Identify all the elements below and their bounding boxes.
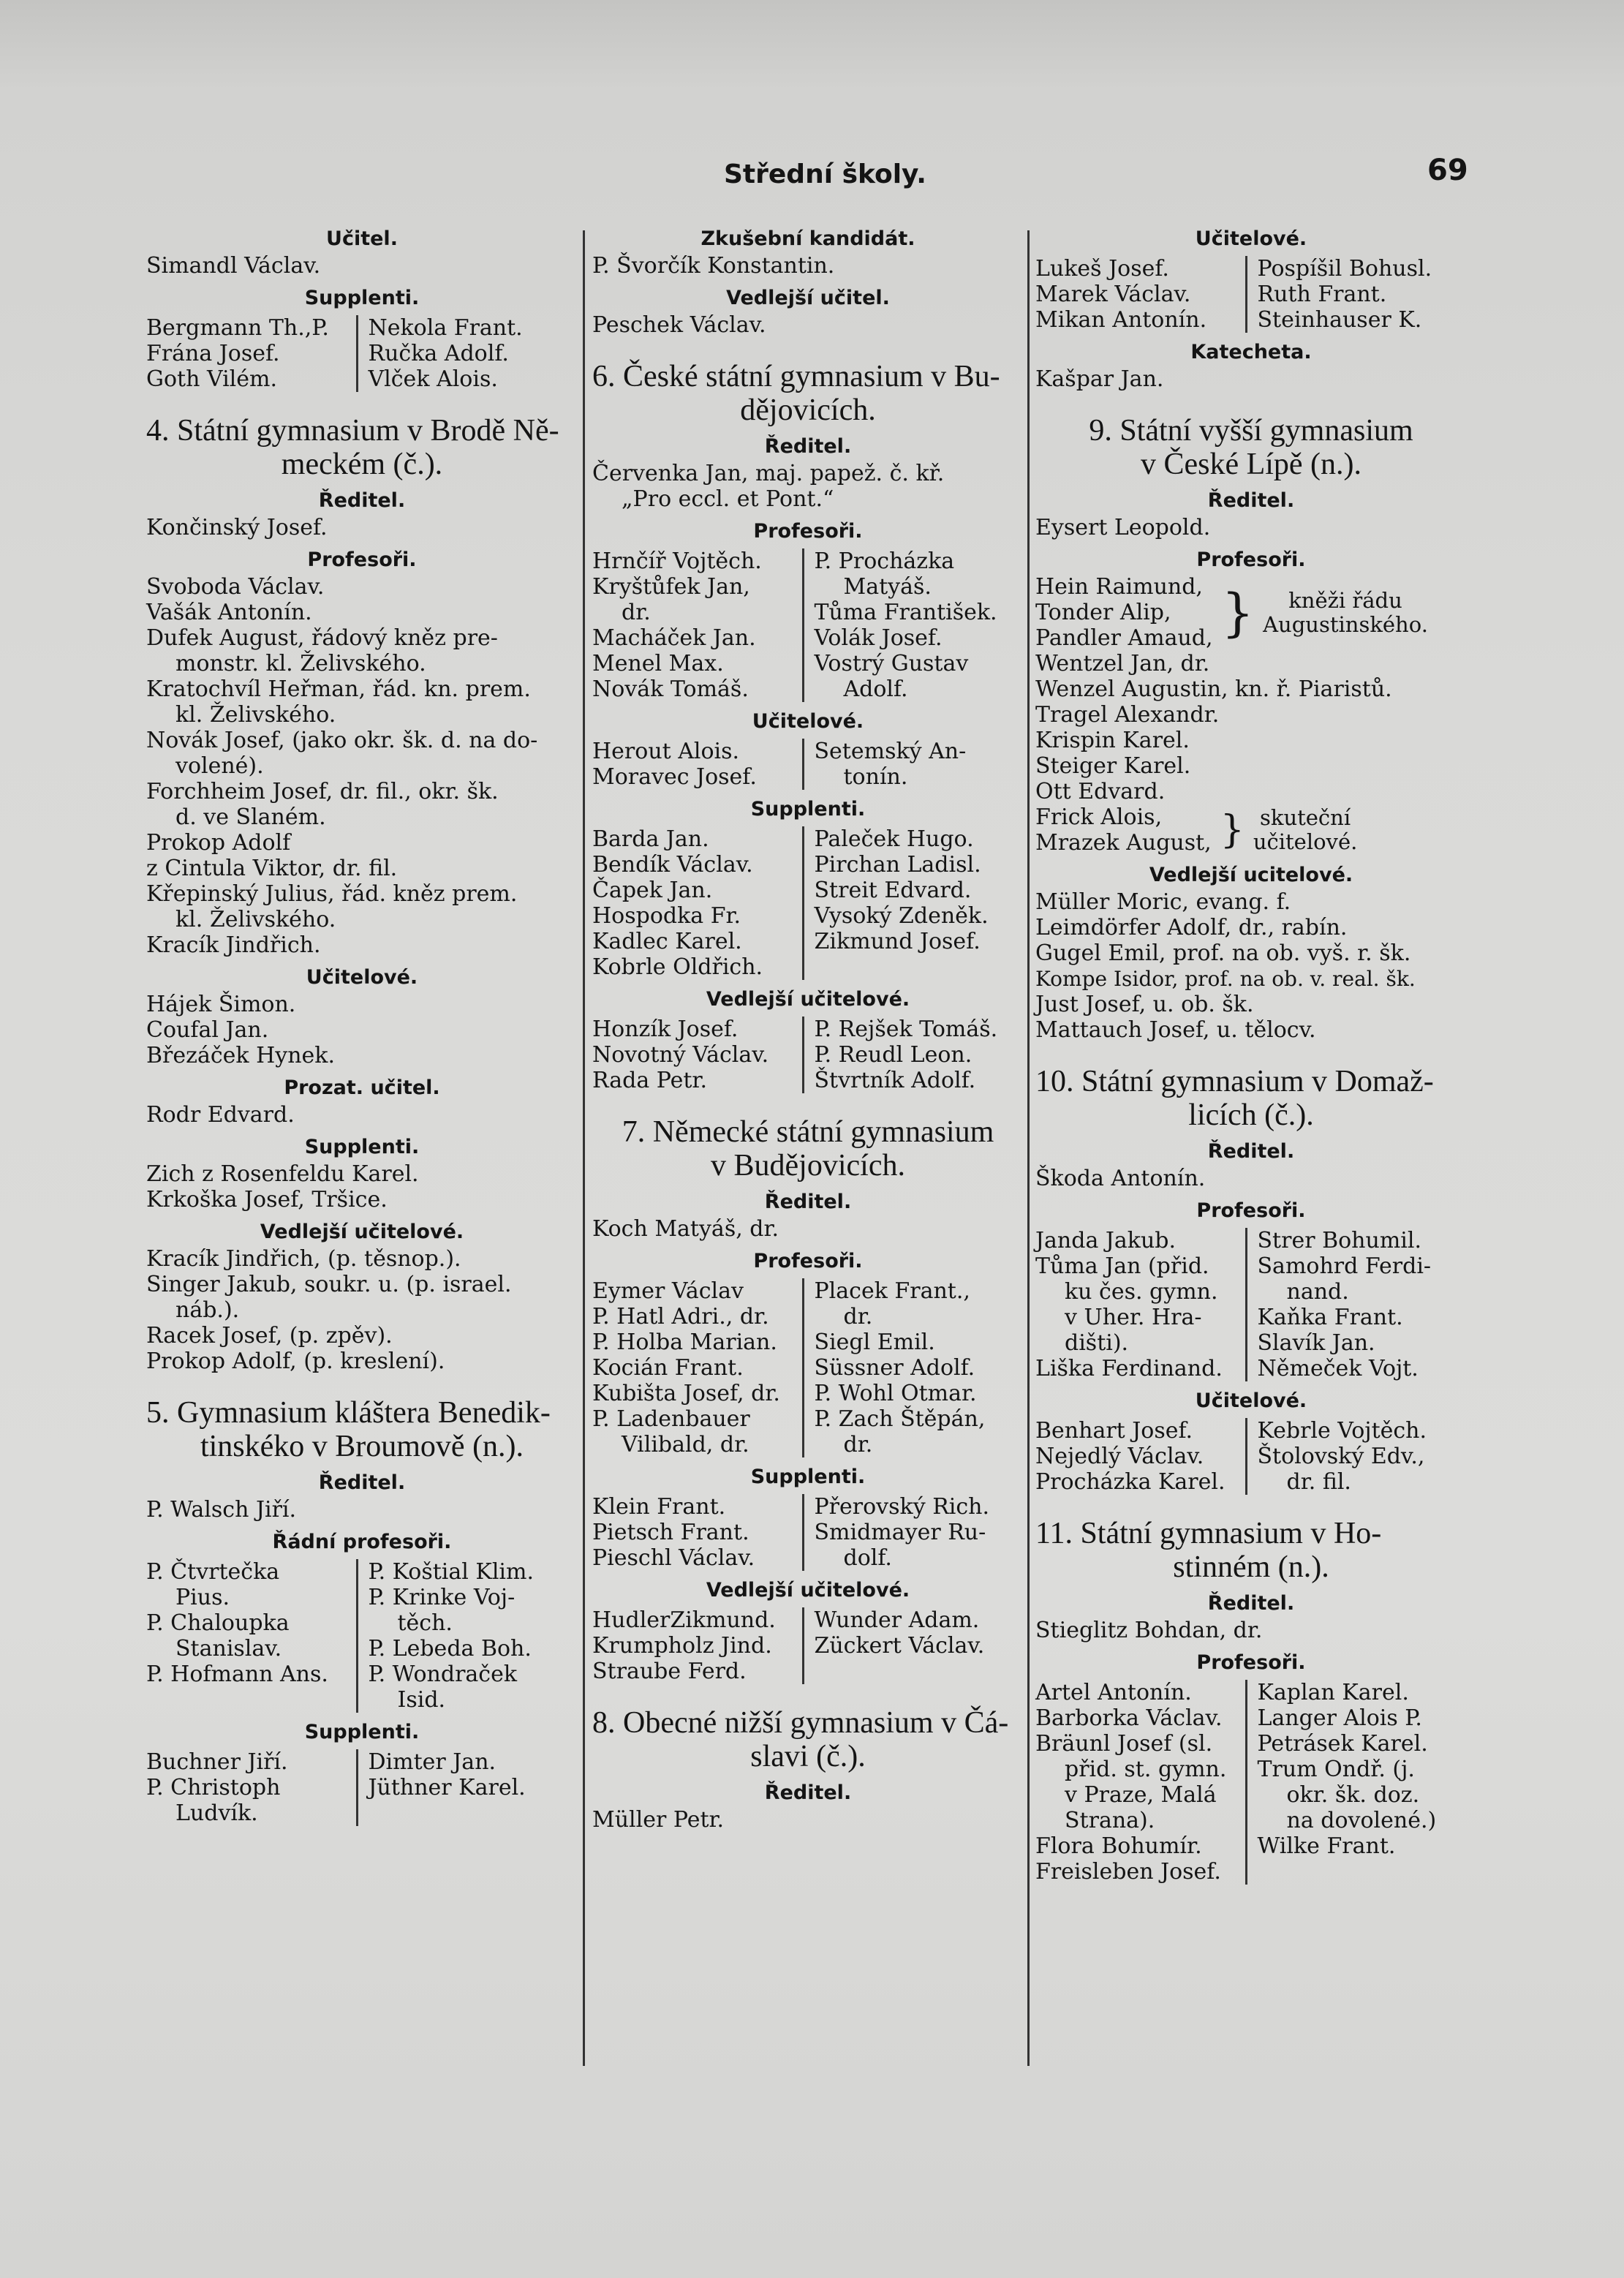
entry: Zückert Václav. — [814, 1633, 985, 1659]
entry: Přerovský Rich. — [814, 1494, 990, 1520]
heading-ucitele: Učitelové. — [1195, 227, 1307, 250]
entry: Trum Ondř. (j. — [1257, 1757, 1415, 1782]
entry: P. Švorčík Konstantin. — [592, 253, 835, 279]
entry: Kocián Frant. — [592, 1355, 744, 1381]
section-title-line: tinskéko v Broumově (n.). — [200, 1430, 524, 1463]
heading-reditel: Ředitel. — [764, 1781, 852, 1804]
entry-cont: kl. Želivského. — [175, 702, 336, 728]
entry: Eymer Václav — [592, 1278, 744, 1304]
entry: Streit Edvard. — [814, 878, 972, 903]
entry: Tonder Alip, — [1035, 600, 1171, 625]
entry: Vysoký Zdeněk. — [814, 903, 989, 929]
section-title-11 — [1035, 1517, 1467, 1584]
section-title-4 — [146, 414, 578, 481]
two-col-list — [146, 1559, 578, 1713]
entry: Kebrle Vojtěch. — [1257, 1418, 1427, 1444]
entry: Artel Antonín. — [1035, 1680, 1192, 1705]
entry: Kadlec Karel. — [592, 929, 742, 954]
entry: Setemský An- — [814, 739, 967, 764]
heading-reditel: Ředitel. — [1207, 1592, 1295, 1615]
heading-radni-profesori: Řádní profesoři. — [272, 1531, 452, 1553]
column-3 — [1035, 219, 1467, 1887]
entry: Wilke Frant. — [1257, 1833, 1396, 1859]
entry: Placek Frant., — [814, 1278, 970, 1304]
entry-cont: Isid. — [397, 1687, 446, 1713]
entry-cont: těch. — [397, 1610, 453, 1636]
entry: z Cintula Viktor, dr. fil. — [146, 856, 398, 881]
two-col-list — [1035, 256, 1467, 333]
two-col-list — [1035, 1228, 1467, 1381]
entry: Prokop Adolf — [146, 830, 291, 856]
entry: Bergmann Th.,P. — [146, 315, 329, 341]
entry: Goth Vilém. — [146, 366, 278, 392]
entry: Barda Jan. — [592, 826, 709, 852]
heading-profesori: Profesoři. — [753, 1250, 863, 1272]
brace-icon: } — [1221, 582, 1255, 643]
entry-cont: dolf. — [843, 1545, 892, 1571]
entry: Liška Ferdinand. — [1035, 1356, 1223, 1381]
section-title-line: 8. Obecné nižší gymnasium v Čá- — [592, 1706, 1009, 1740]
brace-group — [1035, 574, 1467, 651]
entry: Volák Josef. — [814, 625, 943, 651]
entry: Honzík Josef. — [592, 1017, 739, 1042]
entry-cont: nand. — [1286, 1279, 1349, 1305]
entry: Ručka Adolf. — [368, 341, 509, 366]
entry: Wentzel Jan, dr. — [1035, 651, 1210, 676]
entry: P. Čtvrtečka — [146, 1559, 280, 1585]
entry: Forchheim Josef, dr. fil., okr. šk. — [146, 779, 499, 804]
entry: Štvrtník Adolf. — [814, 1068, 976, 1093]
entry-cont: Pius. — [175, 1585, 230, 1610]
entry-cont: Stanislav. — [175, 1636, 282, 1662]
column-rule-2 — [1027, 230, 1030, 2066]
entry-cont: kl. Želivského. — [175, 907, 336, 932]
heading-reditel: Ředitel. — [1207, 1140, 1295, 1163]
heading-prozat: Prozat. učitel. — [284, 1076, 440, 1099]
entry: Kobrle Oldřich. — [592, 954, 763, 980]
entry: Kašpar Jan. — [1035, 366, 1164, 392]
entry-cont: d. ve Slaném. — [175, 804, 326, 830]
entry: Frick Alois, — [1035, 804, 1163, 830]
entry: Červenka Jan, maj. papež. č. kř. — [592, 461, 945, 486]
entry: Rodr Edvard. — [146, 1102, 295, 1128]
brace-note: Augustinského. — [1263, 611, 1428, 637]
two-col-list — [592, 1494, 1024, 1571]
entry: Mattauch Josef, u. tělocv. — [1035, 1017, 1316, 1043]
entry: Macháček Jan. — [592, 625, 756, 651]
entry: Krumpholz Jind. — [592, 1633, 772, 1659]
entry: Slavík Jan. — [1257, 1330, 1375, 1356]
entry: Kaňka Frant. — [1257, 1305, 1403, 1330]
entry: Hájek Šimon. — [146, 992, 296, 1017]
heading-supplenti: Supplenti. — [304, 1721, 420, 1743]
two-col-list — [592, 548, 1024, 702]
entry: P. Reudl Leon. — [814, 1042, 972, 1068]
heading-reditel: Ředitel. — [764, 435, 852, 458]
brace-group — [1035, 804, 1467, 856]
entry: Mikan Antonín. — [1035, 307, 1207, 333]
heading-ucitele: Učitelové. — [752, 710, 864, 733]
entry-cont: Strana). — [1065, 1808, 1155, 1833]
entry: Wenzel Augustin, kn. ř. Piaristů. — [1035, 676, 1392, 702]
entry: P. Christoph — [146, 1775, 281, 1800]
entry: Pieschl Václav. — [592, 1545, 755, 1571]
entry: P. Rejšek Tomáš. — [814, 1017, 998, 1042]
entry: P. Ladenbauer — [592, 1406, 750, 1432]
entry: Steinhauser K. — [1257, 307, 1422, 333]
entry: Krispin Karel. — [1035, 728, 1190, 753]
entry: Pandler Amaud, — [1035, 625, 1213, 651]
section-title-line: 9. Státní vyšší gymnasium — [1089, 414, 1413, 448]
entry: P. Lebeda Boh. — [368, 1636, 532, 1662]
entry-cont: Matyáš. — [843, 574, 932, 600]
entry: P. Hatl Adri., dr. — [592, 1304, 769, 1330]
section-title-5 — [146, 1396, 578, 1463]
entry: Barborka Václav. — [1035, 1705, 1223, 1731]
entry-cont: Ludvík. — [175, 1800, 258, 1826]
entry: Rada Petr. — [592, 1068, 708, 1093]
entry: HudlerZikmund. — [592, 1607, 776, 1633]
entry-cont: tonín. — [843, 764, 908, 790]
entry-cont: Adolf. — [843, 676, 908, 702]
entry: Süssner Adolf. — [814, 1355, 975, 1381]
section-title-8 — [592, 1706, 1024, 1773]
heading-ucitele: Učitelové. — [1195, 1389, 1307, 1412]
section-title-line: v Budějovicích. — [711, 1149, 905, 1183]
entry: Janda Jakub. — [1035, 1228, 1177, 1253]
two-col-list — [592, 1607, 1024, 1684]
section-title-line: meckém (č.). — [281, 448, 443, 481]
entry: Klein Frant. — [592, 1494, 726, 1520]
heading-supplenti: Supplenti. — [750, 798, 866, 821]
entry: Zikmund Josef. — [814, 929, 981, 954]
entry: Singer Jakub, soukr. u. (p. israel. — [146, 1272, 512, 1297]
two-col-list — [592, 1278, 1024, 1457]
heading-profesori: Profesoři. — [1196, 1199, 1306, 1222]
column-rule-1 — [583, 230, 585, 2066]
section-title-9 — [1035, 414, 1467, 481]
entry: Němeček Vojt. — [1257, 1356, 1419, 1381]
entry: Kaplan Karel. — [1257, 1680, 1409, 1705]
entry: Coufal Jan. — [146, 1017, 269, 1043]
entry: Hein Raimund, — [1035, 574, 1203, 600]
entry: Nejedlý Václav. — [1035, 1444, 1204, 1469]
heading-profesori: Profesoři. — [307, 548, 417, 571]
entry: Steiger Karel. — [1035, 753, 1191, 779]
entry: Tůma Jan (přid. — [1035, 1253, 1209, 1279]
heading-reditel: Ředitel. — [1207, 489, 1295, 512]
two-col-list — [592, 1017, 1024, 1093]
section-title-line: 4. Státní gymnasium v Brodě Ně- — [146, 414, 559, 448]
entry: Zich z Rosenfeldu Karel. — [146, 1161, 419, 1187]
entry: Kompe Isidor, prof. na ob. v. real. šk. — [1035, 967, 1416, 991]
entry: Dufek August, řádový kněz pre- — [146, 625, 498, 651]
entry: Svoboda Václav. — [146, 574, 325, 600]
entry: Novotný Václav. — [592, 1042, 769, 1068]
heading-zkusebni: Zkušební kandidát. — [700, 227, 915, 250]
heading-supplenti: Supplenti. — [304, 1136, 420, 1158]
entry-cont: dišti). — [1065, 1330, 1129, 1356]
entry: Marek Václav. — [1035, 282, 1191, 307]
entry: Straube Ferd. — [592, 1659, 747, 1684]
entry-cont: okr. šk. doz. — [1286, 1782, 1420, 1808]
entry: Křepinský Julius, řád. kněz prem. — [146, 881, 518, 907]
two-col-list — [146, 1749, 578, 1826]
entry: Pospíšil Bohusl. — [1257, 256, 1432, 282]
entry: Ott Edvard. — [1035, 779, 1166, 804]
entry: Novák Tomáš. — [592, 676, 749, 702]
entry-cont: dr. — [843, 1432, 873, 1457]
brace-note: učitelové. — [1253, 829, 1358, 854]
entry: Freisleben Josef. — [1035, 1859, 1221, 1885]
section-title-line: licích (č.). — [1188, 1098, 1314, 1132]
entry: P. Wondraček — [368, 1662, 518, 1687]
entry: Pietsch Frant. — [592, 1520, 749, 1545]
heading-vedlejsi: Vedlejší ucitelové. — [1149, 864, 1353, 886]
entry: P. Krinke Voj- — [368, 1585, 515, 1610]
entry-cont: monstr. kl. Želivského. — [175, 651, 426, 676]
entry-cont: v Uher. Hra- — [1065, 1305, 1202, 1330]
entry: P. Zach Štěpán, — [814, 1406, 986, 1432]
entry: Buchner Jiří. — [146, 1749, 288, 1775]
heading-profesori: Profesoři. — [1196, 1651, 1306, 1674]
two-col-list — [1035, 1680, 1467, 1885]
entry: Tůma František. — [814, 600, 997, 625]
entry: Lukeš Josef. — [1035, 256, 1169, 282]
column-2 — [592, 219, 1024, 1833]
heading-ucitele: Učitelové. — [306, 966, 418, 989]
entry: Bendík Václav. — [592, 852, 753, 878]
entry: Nekola Frant. — [368, 315, 523, 341]
entry: Hospodka Fr. — [592, 903, 741, 929]
entry: Bräunl Josef (sl. — [1035, 1731, 1213, 1757]
entry-cont: na dovolené.) — [1286, 1808, 1437, 1833]
entry-cont: dr. fil. — [1286, 1469, 1351, 1495]
entry: P. Chaloupka — [146, 1610, 290, 1636]
entry: Vašák Antonín. — [146, 600, 312, 625]
heading-reditel: Ředitel. — [318, 1471, 406, 1494]
entry: Moravec Josef. — [592, 764, 757, 790]
entry: P. Hofmann Ans. — [146, 1662, 328, 1687]
entry: P. Wohl Otmar. — [814, 1381, 977, 1406]
entry: Čapek Jan. — [592, 878, 713, 903]
heading-vedlejsi: Vedlejší učitel. — [726, 287, 890, 309]
entry-cont: přid. st. gymn. — [1065, 1757, 1227, 1782]
entry: Simandl Václav. — [146, 253, 321, 279]
heading-profesori: Profesoři. — [1196, 548, 1306, 571]
section-title-line: 7. Německé státní gymnasium — [622, 1115, 994, 1149]
entry: Dimter Jan. — [368, 1749, 496, 1775]
entry-cont: dr. — [622, 600, 651, 625]
entry: Hrnčíř Vojtěch. — [592, 548, 762, 574]
entry: Petrásek Karel. — [1257, 1731, 1428, 1757]
entry: Ruth Frant. — [1257, 282, 1387, 307]
heading-profesori: Profesoři. — [753, 520, 863, 543]
entry: Kracík Jindřich. — [146, 932, 321, 958]
two-col-list — [1035, 1418, 1467, 1495]
entry-cont: v Praze, Malá — [1065, 1782, 1217, 1808]
entry: P. Koštial Klim. — [368, 1559, 534, 1585]
section-title-7 — [592, 1115, 1024, 1183]
heading-vedlejsi: Vedlejší učitelové. — [260, 1221, 464, 1243]
entry: Novák Josef, (jako okr. šk. d. na do- — [146, 728, 538, 753]
entry: Langer Alois P. — [1257, 1705, 1422, 1731]
entry: Menel Max. — [592, 651, 724, 676]
heading-vedlejsi: Vedlejší učitelové. — [706, 988, 910, 1011]
heading-reditel: Ředitel. — [764, 1191, 852, 1213]
entry: Just Josef, u. ob. šk. — [1035, 992, 1254, 1017]
heading-supplenti: Supplenti. — [750, 1466, 866, 1488]
entry: Procházka Karel. — [1035, 1469, 1225, 1495]
entry: Wunder Adam. — [814, 1607, 980, 1633]
section-title-line: stinném (n.). — [1173, 1550, 1329, 1584]
section-title-line: v České Lípě (n.). — [1140, 448, 1362, 481]
section-title-line: 6. České státní gymnasium v Bu- — [592, 360, 1000, 393]
entry: Benhart Josef. — [1035, 1418, 1193, 1444]
entry-cont: dr. — [843, 1304, 873, 1330]
entry: Eysert Leopold. — [1035, 515, 1211, 540]
heading-vedlejsi: Vedlejší učitelové. — [706, 1579, 910, 1602]
entry: Koch Matyáš, dr. — [592, 1216, 779, 1242]
brace-icon: } — [1220, 808, 1245, 852]
entry: Štolovský Edv., — [1257, 1444, 1425, 1469]
entry: Krkoška Josef, Tršice. — [146, 1187, 388, 1212]
heading-supplenti: Supplenti. — [304, 287, 420, 309]
entry: P. Walsch Jiří. — [146, 1497, 297, 1523]
entry: Samohrd Ferdi- — [1257, 1253, 1432, 1279]
entry: Mrazek August, — [1035, 830, 1212, 856]
entry: Flora Bohumír. — [1035, 1833, 1202, 1859]
entry: Gugel Emil, prof. na ob. vyš. r. šk. — [1035, 940, 1411, 966]
section-title-6 — [592, 360, 1024, 427]
entry: Pirchan Ladisl. — [814, 852, 981, 878]
entry-cont: náb.). — [175, 1297, 240, 1323]
entry: Kracík Jindřich, (p. těsnop.). — [146, 1246, 461, 1272]
entry-cont: „Pro eccl. et Pont.“ — [622, 486, 834, 512]
two-col-list — [146, 315, 578, 392]
entry: Jüthner Karel. — [368, 1775, 526, 1800]
entry: Kubišta Josef, dr. — [592, 1381, 780, 1406]
entry: Škoda Antonín. — [1035, 1166, 1206, 1191]
heading-katecheta: Katecheta. — [1190, 341, 1312, 363]
entry: Racek Josef, (p. zpěv). — [146, 1323, 393, 1349]
section-title-line: slavi (č.). — [750, 1740, 866, 1773]
entry: Stieglitz Bohdan, dr. — [1035, 1618, 1263, 1643]
two-col-list — [592, 826, 1024, 980]
running-header: Střední školy. — [724, 159, 926, 189]
section-title-10 — [1035, 1065, 1467, 1132]
brace-note: kněži řádu — [1288, 587, 1402, 613]
entry: Peschek Václav. — [592, 312, 766, 338]
entry: Herout Alois. — [592, 739, 740, 764]
entry-cont: ku čes. gymn. — [1065, 1279, 1218, 1305]
entry: Vlček Alois. — [368, 366, 498, 392]
heading-reditel: Ředitel. — [318, 489, 406, 512]
entry: P. Holba Marian. — [592, 1330, 777, 1355]
entry: Leimdörfer Adolf, dr., rabín. — [1035, 915, 1348, 940]
entry: Kryštůfek Jan, — [592, 574, 750, 600]
entry: Tragel Alexandr. — [1035, 702, 1220, 728]
entry: Smidmayer Ru- — [814, 1520, 986, 1545]
page-number: 69 — [1427, 154, 1468, 187]
entry: Vostrý Gustav — [814, 651, 969, 676]
entry: Müller Petr. — [592, 1807, 725, 1833]
two-col-list — [592, 739, 1024, 790]
section-title-line: dějovicích. — [740, 393, 876, 427]
entry: Kratochvíl Heřman, řád. kn. prem. — [146, 676, 531, 702]
section-title-line: 5. Gymnasium kláštera Benedik- — [146, 1396, 551, 1430]
brace-note: skuteční — [1259, 805, 1351, 830]
entry-cont: volené). — [175, 753, 264, 779]
entry-cont: Vilibald, dr. — [622, 1432, 749, 1457]
section-title-line: 10. Státní gymnasium v Domaž- — [1035, 1065, 1434, 1098]
entry: Frána Josef. — [146, 341, 280, 366]
entry: Siegl Emil. — [814, 1330, 935, 1355]
entry: Strer Bohumil. — [1257, 1228, 1422, 1253]
entry: P. Procházka — [814, 548, 955, 574]
column-1 — [146, 219, 578, 1829]
entry: Müller Moric, evang. f. — [1035, 889, 1291, 915]
heading-ucitel: Učitel. — [326, 227, 398, 250]
entry: Končinský Josef. — [146, 515, 328, 540]
entry: Prokop Adolf, (p. kreslení). — [146, 1349, 445, 1374]
entry: Březáček Hynek. — [146, 1043, 336, 1068]
section-title-line: 11. Státní gymnasium v Ho- — [1035, 1517, 1382, 1550]
entry: Paleček Hugo. — [814, 826, 974, 852]
